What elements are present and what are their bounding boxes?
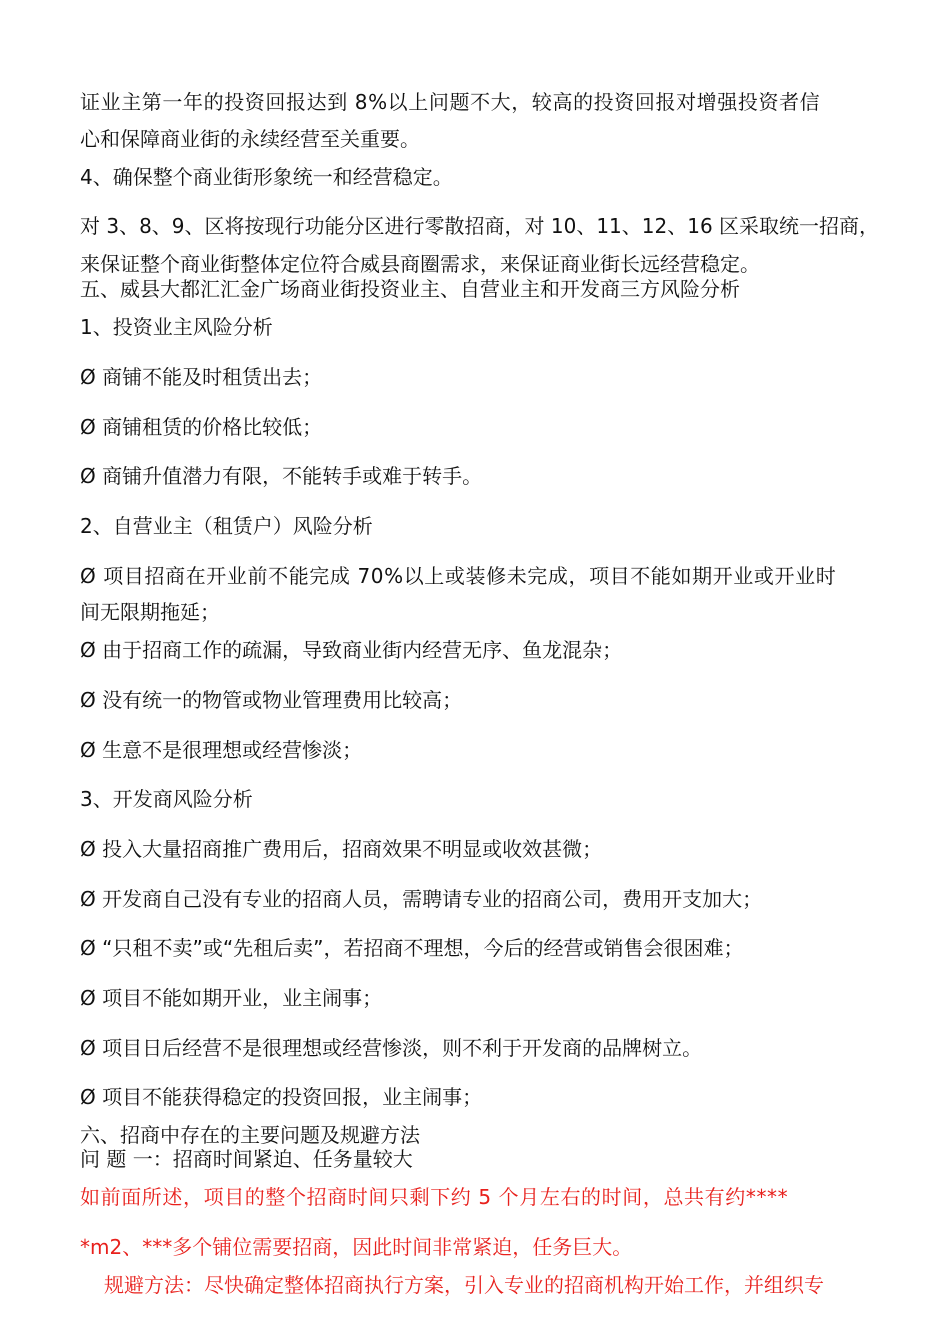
bullet-item: Ø 项目不能如期开业，业主闹事；	[80, 986, 383, 1010]
text-line: 来保证整个商业街整体定位符合威县商圈需求，来保证商业街长远经营稳定。	[80, 252, 760, 276]
solution-text-line: 规避方法：尽快确定整体招商执行方案，引入专业的招商机构开始工作，并组织专	[104, 1273, 824, 1297]
bullet-item: Ø “只租不卖”或“先租后卖”，若招商不理想，今后的经营或销售会很困难；	[80, 936, 744, 960]
text-line: 间无限期拖延；	[80, 600, 220, 624]
highlight-text-line: 如前面所述，项目的整个招商时间只剩下约 5 个月左右的时间，总共有约****	[80, 1185, 789, 1209]
highlight-text-line: *m2、***多个铺位需要招商，因此时间非常紧迫，任务巨大。	[80, 1235, 633, 1259]
bullet-item: Ø 项目招商在开业前不能完成 70%以上或装修未完成，项目不能如期开业或开业时	[80, 564, 837, 588]
bullet-item: Ø 商铺租赁的价格比较低；	[80, 415, 323, 439]
subsection-heading: 2、自营业主（租赁户）风险分析	[80, 514, 373, 538]
bullet-item: Ø 商铺升值潜力有限，不能转手或难于转手。	[80, 464, 483, 488]
text-line: 证业主第一年的投资回报达到 8%以上问题不大，较高的投资回报对增强投资者信	[80, 90, 821, 114]
bullet-item: Ø 生意不是很理想或经营惨淡；	[80, 738, 363, 762]
problem-heading: 问 题 一：招商时间紧迫、任务量较大	[80, 1147, 413, 1171]
bullet-item: Ø 开发商自己没有专业的招商人员，需聘请专业的招商公司，费用开支加大；	[80, 887, 763, 911]
bullet-item: Ø 项目不能获得稳定的投资回报，业主闹事；	[80, 1085, 483, 1109]
bullet-item: Ø 投入大量招商推广费用后，招商效果不明显或收效甚微；	[80, 837, 603, 861]
text-line: 对 3、8、9、区将按现行功能分区进行零散招商，对 10、11、12、16 区采取统一招商，	[80, 214, 880, 238]
bullet-item: Ø 由于招商工作的疏漏，导致商业街内经营无序、鱼龙混杂；	[80, 638, 623, 662]
section-heading: 五、威县大都汇汇金广场商业街投资业主、自营业主和开发商三方风险分析	[80, 277, 740, 301]
subsection-heading: 3、开发商风险分析	[80, 787, 253, 811]
text-line: 心和保障商业街的永续经营至关重要。	[80, 127, 420, 151]
bullet-item: Ø 项目日后经营不是很理想或经营惨淡，则不利于开发商的品牌树立。	[80, 1036, 703, 1060]
bullet-item: Ø 商铺不能及时租赁出去；	[80, 365, 323, 389]
subsection-heading: 1、投资业主风险分析	[80, 315, 273, 339]
list-heading: 4、确保整个商业街形象统一和经营稳定。	[80, 165, 453, 189]
bullet-item: Ø 没有统一的物管或物业管理费用比较高；	[80, 688, 463, 712]
section-heading: 六、招商中存在的主要问题及规避方法	[80, 1123, 420, 1147]
